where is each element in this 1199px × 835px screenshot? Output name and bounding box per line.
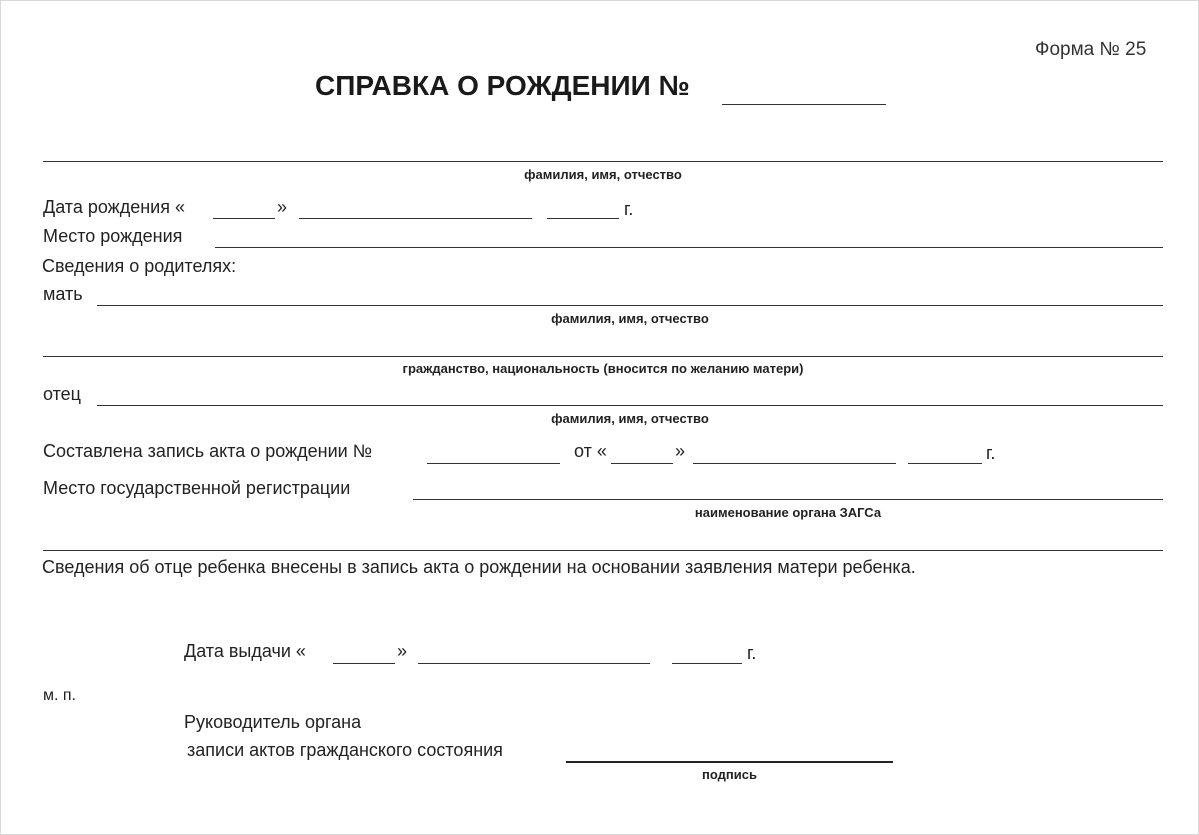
- father-info-note: Сведения об отце ребенка внесены в запись акта о рождении на основании заявления матери ребенка.: [42, 557, 916, 577]
- certificate-number-field[interactable]: [722, 104, 886, 105]
- birth-day-field[interactable]: [213, 218, 275, 219]
- record-year-suffix: г.: [986, 443, 996, 463]
- record-label: Составлена запись акта о рождении №: [43, 441, 373, 461]
- mother-citizenship-field[interactable]: [43, 356, 1163, 357]
- mother-label: мать: [43, 284, 83, 304]
- zags-caption: наименование органа ЗАГСа: [694, 505, 882, 520]
- child-name-caption: фамилия, имя, отчество: [524, 167, 682, 182]
- child-name-field[interactable]: [43, 161, 1163, 162]
- birth-date-label: Дата рождения «: [43, 197, 185, 217]
- registration-place-label: Место государственной регистрации: [43, 478, 351, 498]
- issue-year-suffix: г.: [747, 643, 757, 663]
- issue-month-field[interactable]: [418, 663, 650, 664]
- issue-date-label: Дата выдачи «: [184, 641, 306, 661]
- signature-field[interactable]: [566, 761, 893, 763]
- parents-heading: Сведения о родителях:: [42, 256, 237, 276]
- record-number-field[interactable]: [427, 463, 560, 464]
- record-year-field[interactable]: [908, 463, 982, 464]
- mother-name-field[interactable]: [97, 305, 1163, 306]
- issue-day-field[interactable]: [333, 663, 395, 664]
- citizenship-caption: гражданство, национальность (вносится по желанию матери): [402, 361, 804, 376]
- registration-place-field[interactable]: [413, 499, 1163, 500]
- mother-name-caption: фамилия, имя, отчество: [551, 311, 709, 326]
- father-name-caption: фамилия, имя, отчество: [551, 411, 709, 426]
- issue-date-quote-close: »: [397, 641, 408, 661]
- father-name-field[interactable]: [97, 405, 1163, 406]
- registration-place-field-2[interactable]: [43, 550, 1163, 551]
- father-label: отец: [43, 384, 81, 404]
- signature-caption: подпись: [702, 767, 757, 782]
- birth-year-suffix: г.: [624, 199, 634, 219]
- head-title-line2: записи актов гражданского состояния: [187, 740, 503, 760]
- head-title-line1: Руководитель органа: [184, 712, 362, 732]
- record-quote-close: »: [675, 441, 686, 461]
- birth-date-quote-close: »: [277, 197, 288, 217]
- record-from-label: от «: [574, 441, 607, 461]
- issue-year-field[interactable]: [672, 663, 742, 664]
- birth-year-field[interactable]: [547, 218, 619, 219]
- stamp-place: м. п.: [43, 687, 76, 704]
- form-number: Форма № 25: [1035, 39, 1147, 60]
- birth-place-label: Место рождения: [43, 226, 183, 246]
- record-month-field[interactable]: [693, 463, 896, 464]
- page-title: СПРАВКА О РОЖДЕНИИ №: [315, 70, 690, 101]
- record-day-field[interactable]: [611, 463, 673, 464]
- birth-month-field[interactable]: [299, 218, 532, 219]
- birth-place-field[interactable]: [215, 247, 1163, 248]
